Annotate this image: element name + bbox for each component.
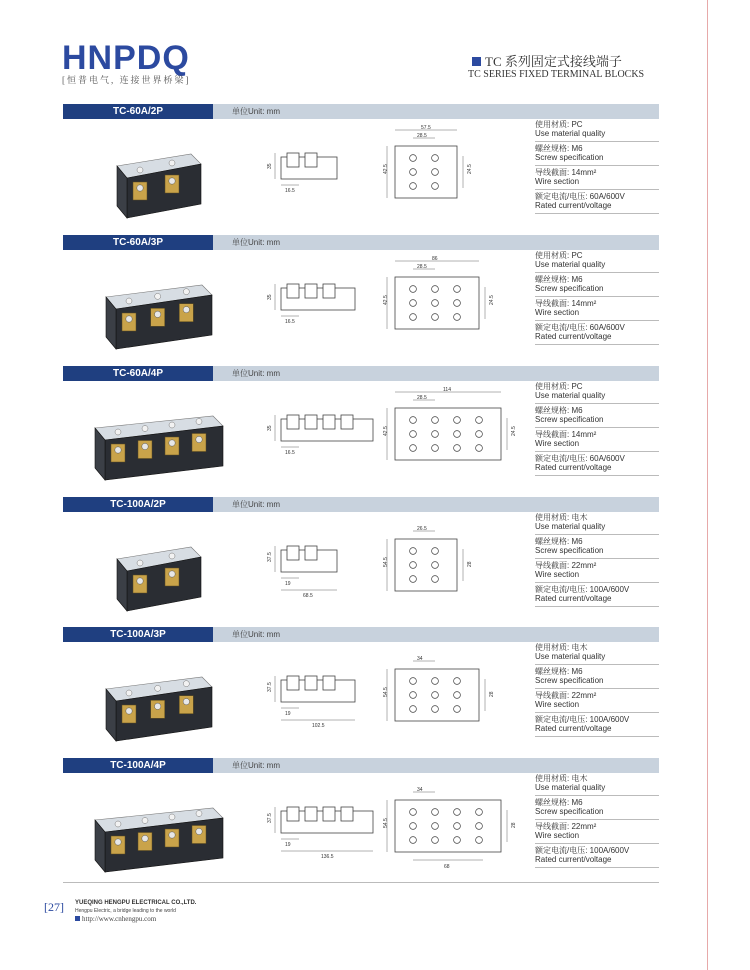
dim-side-base: 19: [285, 842, 291, 848]
top-view-drawing: [373, 255, 503, 350]
brand-logo: HNPDQ: [62, 39, 190, 77]
spec-label-en: Wire section: [535, 570, 580, 579]
screw-hole-icon: [410, 300, 417, 307]
cover-screw-icon: [137, 560, 143, 566]
top-outline: [395, 539, 457, 591]
unit-label: 单位Unit: mm: [232, 500, 280, 509]
side-terminal: [287, 676, 299, 690]
screw-head-icon: [137, 578, 143, 584]
spec-label-en: Wire section: [535, 831, 580, 840]
screw-hole-icon: [454, 300, 461, 307]
side-terminal: [305, 807, 317, 821]
spec-value-cn: 导线截面: 22mm²: [535, 561, 597, 570]
side-terminal: [305, 676, 317, 690]
dim-bottom: 68: [444, 864, 450, 870]
cover-screw-icon: [169, 422, 175, 428]
spec-row: [535, 118, 659, 142]
page-edge-line: [707, 0, 708, 970]
spec-value-cn: 螺丝规格: M6: [535, 667, 583, 676]
cover-screw-icon: [142, 818, 148, 824]
side-terminal: [287, 153, 299, 167]
spec-label-en: Rated current/voltage: [535, 332, 612, 341]
dim-side-height: 35: [267, 294, 273, 300]
spec-row: [535, 820, 659, 844]
screw-hole-icon: [476, 431, 483, 438]
spec-label-en: Wire section: [535, 700, 580, 709]
spec-row: [535, 166, 659, 190]
spec-label-en: Rated current/voltage: [535, 855, 612, 864]
screw-head-icon: [142, 443, 148, 449]
spec-value-cn: 额定电流/电压: 100A/600V: [535, 715, 630, 724]
dim-top-width: 86: [432, 256, 438, 262]
dim-inner: 24.5: [467, 164, 473, 174]
screw-hole-icon: [410, 809, 417, 816]
screw-hole-icon: [454, 431, 461, 438]
dim-side-total: 68.5: [303, 593, 313, 599]
spec-label-en: Rated current/voltage: [535, 463, 612, 472]
model-label: TC-100A/4P: [63, 758, 213, 773]
side-terminal: [323, 284, 335, 298]
spec-list: [535, 249, 659, 345]
screw-hole-icon: [432, 445, 439, 452]
model-label: TC-60A/4P: [63, 366, 213, 381]
screw-hole-icon: [432, 692, 439, 699]
dim-height: 42.5: [383, 295, 389, 305]
dim-side-base: 16.5: [285, 188, 295, 194]
spec-value-cn: 螺丝规格: M6: [535, 275, 583, 284]
screw-hole-icon: [432, 837, 439, 844]
screw-hole-icon: [410, 169, 417, 176]
spec-value-cn: 导线截面: 14mm²: [535, 299, 597, 308]
dim-side-base: 16.5: [285, 450, 295, 456]
terminal-block-photo: [83, 388, 213, 488]
cover-screw-icon: [126, 690, 132, 696]
spec-value-cn: 导线截面: 14mm²: [535, 168, 597, 177]
unit-label: 单位Unit: mm: [232, 238, 280, 247]
cover-screw-icon: [196, 419, 202, 425]
spec-row: [535, 689, 659, 713]
side-terminal: [323, 807, 335, 821]
spec-row: [535, 297, 659, 321]
cover-screw-icon: [183, 681, 189, 687]
screw-hole-icon: [432, 706, 439, 713]
spec-row: [535, 273, 659, 297]
screw-hole-icon: [454, 286, 461, 293]
spec-value-cn: 导线截面: 22mm²: [535, 691, 597, 700]
screw-hole-icon: [410, 706, 417, 713]
screw-head-icon: [169, 440, 175, 446]
spec-label-en: Screw specification: [535, 676, 604, 685]
side-terminal: [287, 415, 299, 429]
side-view-drawing: [263, 139, 373, 209]
spec-row: [535, 641, 659, 665]
screw-hole-icon: [410, 548, 417, 555]
square-bullet-icon: [472, 57, 481, 66]
product-section: [63, 235, 659, 367]
spec-row: [535, 583, 659, 607]
model-label: TC-100A/2P: [63, 497, 213, 512]
page-number: [27]: [44, 900, 64, 914]
company-url-text: http://www.cnhengpu.com: [82, 915, 157, 923]
dim-height: 54.5: [383, 687, 389, 697]
dim-side-base: 19: [285, 711, 291, 717]
screw-head-icon: [169, 832, 175, 838]
screw-head-icon: [142, 835, 148, 841]
dim-pitch: 28.5: [417, 133, 427, 139]
spec-row: [535, 142, 659, 166]
spec-row: [535, 559, 659, 583]
spec-list: [535, 772, 659, 868]
screw-hole-icon: [454, 837, 461, 844]
screw-head-icon: [183, 698, 189, 704]
screw-head-icon: [126, 316, 132, 322]
spec-row: [535, 452, 659, 476]
cover-screw-icon: [115, 821, 121, 827]
terminal-block-photo: [83, 780, 213, 880]
top-view-drawing: [373, 647, 503, 742]
screw-hole-icon: [454, 823, 461, 830]
screw-hole-icon: [432, 678, 439, 685]
side-terminal: [305, 153, 317, 167]
screw-hole-icon: [432, 155, 439, 162]
side-view-drawing: [263, 270, 373, 340]
dim-pitch: 34: [417, 656, 423, 662]
model-label: TC-100A/3P: [63, 627, 213, 642]
spec-row: [535, 404, 659, 428]
side-terminal: [287, 284, 299, 298]
side-terminal: [287, 807, 299, 821]
side-terminal: [305, 415, 317, 429]
unit-label: 单位Unit: mm: [232, 107, 280, 116]
spec-label-en: Screw specification: [535, 284, 604, 293]
spec-label-en: Screw specification: [535, 546, 604, 555]
screw-hole-icon: [410, 431, 417, 438]
spec-value-cn: 螺丝规格: M6: [535, 537, 583, 546]
dim-pitch: 34: [417, 787, 423, 793]
spec-label-en: Use material quality: [535, 652, 606, 661]
screw-hole-icon: [432, 314, 439, 321]
spec-value-cn: 额定电流/电压: 60A/600V: [535, 323, 625, 332]
screw-hole-icon: [432, 300, 439, 307]
spec-value-cn: 使用材质: PC: [535, 251, 583, 260]
cover-screw-icon: [155, 293, 161, 299]
dim-side-height: 37.5: [267, 682, 273, 692]
screw-head-icon: [169, 178, 175, 184]
screw-hole-icon: [410, 286, 417, 293]
screw-hole-icon: [454, 678, 461, 685]
product-section: [63, 104, 659, 236]
unit-label: 单位Unit: mm: [232, 369, 280, 378]
spec-list: [535, 380, 659, 476]
screw-hole-icon: [454, 809, 461, 816]
screw-hole-icon: [432, 169, 439, 176]
screw-head-icon: [183, 306, 189, 312]
spec-label-en: Use material quality: [535, 522, 606, 531]
dim-pitch: 28.5: [417, 264, 427, 270]
dim-inner: 28: [511, 822, 517, 828]
cover-screw-icon: [155, 685, 161, 691]
spec-row: [535, 844, 659, 868]
dim-top-width: 57.5: [421, 125, 431, 131]
side-terminal: [341, 415, 353, 429]
spec-label-en: Rated current/voltage: [535, 594, 612, 603]
spec-row: [535, 713, 659, 737]
spec-value-cn: 额定电流/电压: 60A/600V: [535, 192, 625, 201]
dim-side-height: 37.5: [267, 552, 273, 562]
cover-screw-icon: [126, 298, 132, 304]
spec-label-en: Use material quality: [535, 129, 606, 138]
screw-head-icon: [196, 436, 202, 442]
spec-value-cn: 使用材质: 电木: [535, 513, 588, 522]
unit-label: 单位Unit: mm: [232, 630, 280, 639]
company-slogan: Hengpu Electric, a bridge leading to the world: [75, 908, 176, 914]
cover-screw-icon: [196, 811, 202, 817]
side-view-drawing: [263, 401, 373, 471]
dim-height: 42.5: [383, 426, 389, 436]
top-view-drawing: [373, 778, 517, 873]
screw-hole-icon: [476, 837, 483, 844]
screw-hole-icon: [410, 576, 417, 583]
cover-screw-icon: [169, 160, 175, 166]
product-section: [63, 497, 659, 629]
dim-side-total: 136.5: [321, 854, 334, 860]
cover-screw-icon: [169, 814, 175, 820]
company-name: YUEQING HENGPU ELECTRICAL CO.,LTD.: [75, 900, 197, 906]
dim-side-height: 35: [267, 163, 273, 169]
spec-value-cn: 额定电流/电压: 100A/600V: [535, 846, 630, 855]
screw-head-icon: [154, 311, 160, 317]
dim-inner: 28: [467, 561, 473, 567]
spec-row: [535, 535, 659, 559]
series-title-en: TC SERIES FIXED TERMINAL BLOCKS: [468, 69, 645, 80]
screw-hole-icon: [454, 417, 461, 424]
screw-hole-icon: [454, 445, 461, 452]
spec-label-en: Screw specification: [535, 415, 604, 424]
side-terminal: [305, 284, 317, 298]
dim-pitch: 26.5: [417, 526, 427, 532]
dim-inner: 24.5: [489, 295, 495, 305]
top-view-drawing: [373, 517, 503, 612]
terminal-block-photo: [83, 519, 213, 619]
spec-value-cn: 导线截面: 14mm²: [535, 430, 597, 439]
brand-tagline: [恒普电气, 连接世界桥梁]: [62, 75, 191, 85]
product-section: [63, 758, 659, 890]
side-terminal: [323, 676, 335, 690]
screw-hole-icon: [432, 548, 439, 555]
spec-row: [535, 511, 659, 535]
screw-head-icon: [169, 571, 175, 577]
cover-screw-icon: [183, 289, 189, 295]
side-terminal: [287, 546, 299, 560]
spec-label-en: Wire section: [535, 439, 580, 448]
bottom-divider: [63, 882, 659, 883]
model-label: TC-60A/2P: [63, 104, 213, 119]
dim-side-base: 19: [285, 581, 291, 587]
product-section: [63, 627, 659, 759]
screw-hole-icon: [410, 445, 417, 452]
dim-height: 42.5: [383, 164, 389, 174]
dim-side-base: 16.5: [285, 319, 295, 325]
screw-hole-icon: [410, 183, 417, 190]
square-bullet-icon: [75, 916, 80, 921]
dim-inner: 24.5: [511, 426, 517, 436]
screw-hole-icon: [432, 562, 439, 569]
screw-hole-icon: [476, 417, 483, 424]
screw-hole-icon: [476, 809, 483, 816]
spec-value-cn: 使用材质: PC: [535, 382, 583, 391]
top-view-drawing: [373, 386, 517, 481]
model-label: TC-60A/3P: [63, 235, 213, 250]
spec-value-cn: 导线截面: 22mm²: [535, 822, 597, 831]
screw-hole-icon: [454, 692, 461, 699]
spec-list: [535, 511, 659, 607]
top-view-drawing: [373, 124, 503, 219]
spec-value-cn: 螺丝规格: M6: [535, 406, 583, 415]
side-terminal: [341, 807, 353, 821]
spec-label-en: Use material quality: [535, 783, 606, 792]
screw-head-icon: [137, 185, 143, 191]
cover-screw-icon: [115, 429, 121, 435]
dim-side-height: 35: [267, 425, 273, 431]
spec-value-cn: 额定电流/电压: 60A/600V: [535, 454, 625, 463]
spec-list: [535, 641, 659, 737]
product-section: [63, 366, 659, 498]
screw-head-icon: [115, 447, 121, 453]
screw-hole-icon: [476, 445, 483, 452]
top-outline: [395, 146, 457, 198]
screw-hole-icon: [410, 692, 417, 699]
screw-hole-icon: [410, 314, 417, 321]
spec-label-en: Use material quality: [535, 391, 606, 400]
terminal-block-photo: [83, 257, 213, 357]
dim-side-total: 102.5: [312, 723, 325, 729]
spec-row: [535, 796, 659, 820]
spec-row: [535, 321, 659, 345]
terminal-block-photo: [83, 126, 213, 226]
screw-hole-icon: [454, 314, 461, 321]
spec-row: [535, 249, 659, 273]
spec-label-en: Screw specification: [535, 153, 604, 162]
spec-label-en: Wire section: [535, 177, 580, 186]
unit-label: 单位Unit: mm: [232, 761, 280, 770]
side-view-drawing: [263, 532, 373, 602]
screw-hole-icon: [476, 823, 483, 830]
side-view-drawing: [263, 662, 373, 732]
spec-row: [535, 665, 659, 689]
spec-row: [535, 190, 659, 214]
spec-label-en: Screw specification: [535, 807, 604, 816]
dim-height: 54.5: [383, 818, 389, 828]
dim-inner: 28: [489, 691, 495, 697]
screw-hole-icon: [410, 837, 417, 844]
spec-value-cn: 使用材质: 电木: [535, 643, 588, 652]
screw-hole-icon: [432, 183, 439, 190]
side-view-drawing: [263, 793, 373, 863]
screw-hole-icon: [410, 417, 417, 424]
terminal-block-photo: [83, 649, 213, 749]
screw-hole-icon: [410, 562, 417, 569]
dim-pitch: 28.5: [417, 395, 427, 401]
screw-head-icon: [196, 828, 202, 834]
dim-side-height: 37.5: [267, 813, 273, 823]
screw-hole-icon: [410, 823, 417, 830]
spec-value-cn: 额定电流/电压: 100A/600V: [535, 585, 630, 594]
spec-value-cn: 螺丝规格: M6: [535, 798, 583, 807]
spec-label-en: Use material quality: [535, 260, 606, 269]
screw-hole-icon: [432, 417, 439, 424]
spec-list: [535, 118, 659, 214]
spec-row: [535, 428, 659, 452]
screw-hole-icon: [432, 576, 439, 583]
screw-head-icon: [126, 708, 132, 714]
cover-screw-icon: [142, 426, 148, 432]
side-terminal: [323, 415, 335, 429]
spec-label-en: Rated current/voltage: [535, 201, 612, 210]
screw-hole-icon: [432, 286, 439, 293]
company-url: [75, 915, 156, 923]
screw-head-icon: [154, 703, 160, 709]
series-title-cn: [472, 51, 622, 70]
screw-hole-icon: [432, 431, 439, 438]
spec-label-en: Wire section: [535, 308, 580, 317]
screw-hole-icon: [454, 706, 461, 713]
cover-screw-icon: [137, 167, 143, 173]
dim-top-width: 114: [443, 387, 451, 393]
screw-hole-icon: [410, 155, 417, 162]
spec-row: [535, 380, 659, 404]
spec-value-cn: 使用材质: 电木: [535, 774, 588, 783]
screw-hole-icon: [410, 678, 417, 685]
screw-hole-icon: [432, 823, 439, 830]
series-title-cn-text: TC 系列固定式接线端子: [485, 54, 622, 69]
dim-height: 54.5: [383, 557, 389, 567]
spec-label-en: Rated current/voltage: [535, 724, 612, 733]
screw-hole-icon: [432, 809, 439, 816]
cover-screw-icon: [169, 553, 175, 559]
side-terminal: [305, 546, 317, 560]
spec-value-cn: 使用材质: PC: [535, 120, 583, 129]
spec-value-cn: 螺丝规格: M6: [535, 144, 583, 153]
spec-row: [535, 772, 659, 796]
screw-head-icon: [115, 839, 121, 845]
